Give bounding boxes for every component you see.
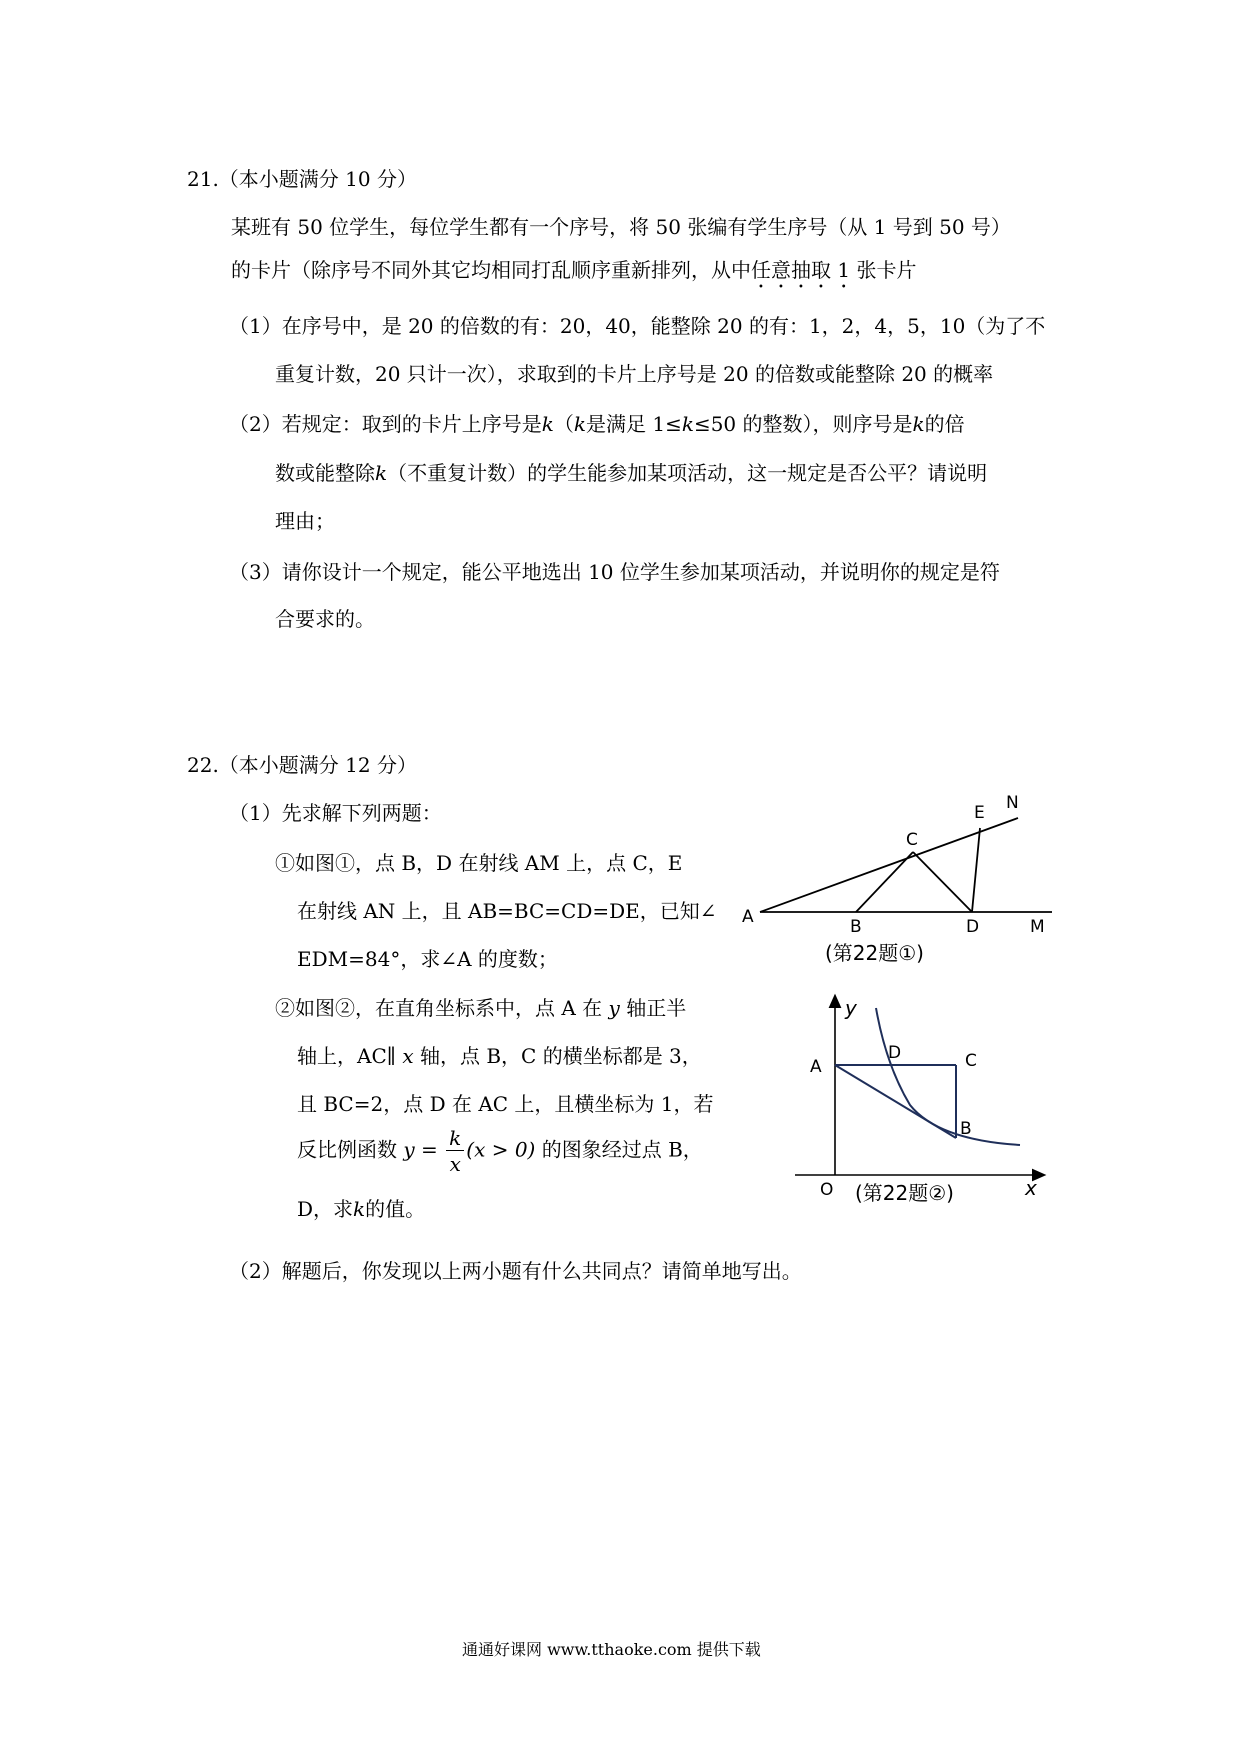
label-B: B: [960, 1119, 972, 1139]
q22-a-line3: EDM=84°，求∠A 的度数；: [297, 947, 558, 971]
footer-text: 通通好课网 www.tthaoke.com 提供下载: [462, 1640, 761, 1659]
emphasis-dotted-text: 任意抽取 1: [751, 258, 851, 282]
q22-b-line1: ②如图②，在直角坐标系中，点 A 在 y 轴正半: [275, 996, 687, 1020]
label-M: M: [1030, 917, 1045, 937]
segment-CD: [913, 852, 972, 912]
label-O: O: [820, 1180, 834, 1200]
segment-BC: [856, 852, 913, 912]
figure-2-caption: (第22题②): [855, 1181, 954, 1205]
q21-intro-line1: 某班有 50 位学生，每位学生都有一个序号，将 50 张编有学生序号（从 1 号到 50 号）: [231, 215, 1011, 239]
q22-part2: （2）解题后，你发现以上两小题有什么共同点？请简单地写出。: [229, 1259, 802, 1283]
q21-part2-line1: （2）若规定：取到的卡片上序号是k（k是满足 1≤k≤50 的整数），则序号是k的倍: [229, 412, 965, 436]
q21-intro-line2: 的卡片（除序号不同外其它均相同打乱顺序重新排列，从中任意抽取 1 张卡片: [231, 258, 917, 282]
q22-b-line5: D，求k的值。: [297, 1197, 426, 1221]
figure-2: [790, 990, 1050, 1220]
q21-part3-line2: 合要求的。: [275, 607, 375, 631]
figure-1-caption: (第22题①): [825, 941, 924, 965]
fraction-k-over-x: $\frac{k}{x}$: [446, 1128, 464, 1174]
domain-condition: (x > 0): [466, 1137, 536, 1162]
hyperbola-curve: [876, 1008, 1020, 1145]
figure-1: [730, 780, 1060, 980]
label-C: C: [965, 1051, 977, 1071]
q21-header: 21.（本小题满分 10 分）: [187, 167, 417, 191]
q21-part3-line1: （3）请你设计一个规定，能公平地选出 10 位学生参加某项活动，并说明你的规定是符: [229, 560, 1000, 584]
q22-a-line1: ①如图①，点 B，D 在射线 AM 上，点 C，E: [275, 851, 683, 875]
q22-b-line3: 且 BC=2，点 D 在 AC 上，且横坐标为 1，若: [297, 1092, 714, 1116]
q22-a-line2: 在射线 AN 上，且 AB=BC=CD=DE，已知∠: [297, 899, 717, 923]
label-A: A: [810, 1057, 822, 1077]
q21-part1-line1: （1）在序号中，是 20 的倍数的有：20，40，能整除 20 的有：1，2，4，5，10（为了不: [229, 314, 1046, 338]
label-C: C: [906, 830, 918, 850]
label-N: N: [1006, 793, 1019, 813]
equation-y: y: [403, 1137, 415, 1162]
label-A: A: [742, 907, 754, 927]
label-E: E: [974, 803, 985, 823]
segment-DE: [972, 828, 980, 912]
q21-part2-line2: 数或能整除k（不重复计数）的学生能参加某项活动，这一规定是否公平？请说明: [275, 461, 988, 485]
q22-header: 22.（本小题满分 12 分）: [187, 753, 417, 777]
q22-part1-intro: （1）先求解下列两题：: [229, 801, 442, 825]
q21-part1-line2: 重复计数，20 只计一次），求取到的卡片上序号是 20 的倍数或能整除 20 的概率: [275, 362, 994, 386]
label-D: D: [888, 1043, 902, 1063]
label-x: x: [1025, 1176, 1037, 1200]
label-B: B: [850, 917, 862, 937]
label-D: D: [966, 917, 980, 937]
label-y: y: [845, 996, 857, 1020]
q21-part2-line3: 理由；: [275, 509, 335, 533]
q22-b-line2: 轴上，AC∥ x 轴，点 B，C 的横坐标都是 3，: [297, 1044, 702, 1068]
q22-b-line4: 反比例函数 y = $\frac{k}{x}$ (x > 0) 的图象经过点 B，: [297, 1126, 703, 1176]
